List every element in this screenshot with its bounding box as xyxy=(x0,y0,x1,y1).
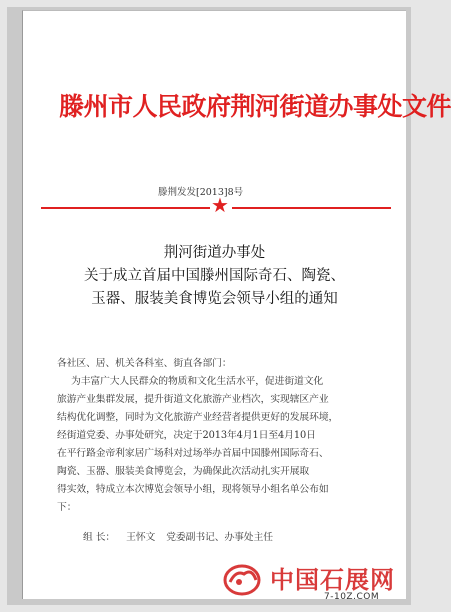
body-line: 为丰富广大人民群众的物质和文化生活水平，促进街道文化 xyxy=(71,376,324,387)
body-line: 下： xyxy=(57,502,77,513)
member-name: 王怀文 xyxy=(126,532,156,543)
body-line: 得实效，特成立本次博览会领导小组，现将领导小组名单公布如 xyxy=(57,484,329,495)
document-header-title: 滕州市人民政府荆河街道办事处文件 xyxy=(59,92,451,121)
member-line xyxy=(83,529,281,543)
stone-logo-icon xyxy=(222,558,262,598)
watermark-url: 7-10Z.COM xyxy=(324,592,380,602)
document-page xyxy=(22,10,451,599)
body-line: 陶瓷、玉器、服装美食博览会，为确保此次活动扎实开展取 xyxy=(57,466,310,477)
body-line: 旅游产业集群发展，提升街道文化旅游产业档次，实现辖区产业 xyxy=(57,394,329,405)
watermark-site-name: 中国石展网 xyxy=(270,565,395,594)
notice-title-line-3: 玉器、服装美食博览会领导小组的通知 xyxy=(91,291,338,307)
site-watermark xyxy=(222,556,412,608)
red-divider-right xyxy=(232,207,391,209)
member-title: 党委副书记、办事处主任 xyxy=(166,532,273,543)
red-divider-left xyxy=(41,207,210,209)
notice-title-line-1: 荆河街道办事处 xyxy=(163,245,266,261)
body-line: 经街道党委、办事处研究，决定于2013年4月1日至4月10日 xyxy=(57,430,316,441)
greeting-line: 各社区、居、机关各科室、街直各部门： xyxy=(57,358,232,369)
body-line: 结构优化调整，同时为文化旅游产业经营者提供更好的发展环境， xyxy=(57,412,339,423)
red-star-icon: ★ xyxy=(211,193,229,217)
body-line: 在平行路金帝利家居广场科对过场举办首届中国滕州国际奇石、 xyxy=(57,448,329,459)
member-role: 组 长： xyxy=(83,532,116,543)
notice-title-line-2: 关于成立首届中国滕州国际奇石、陶瓷、 xyxy=(84,268,345,284)
document-number: 滕荆发发[2013]8号 xyxy=(158,187,244,198)
